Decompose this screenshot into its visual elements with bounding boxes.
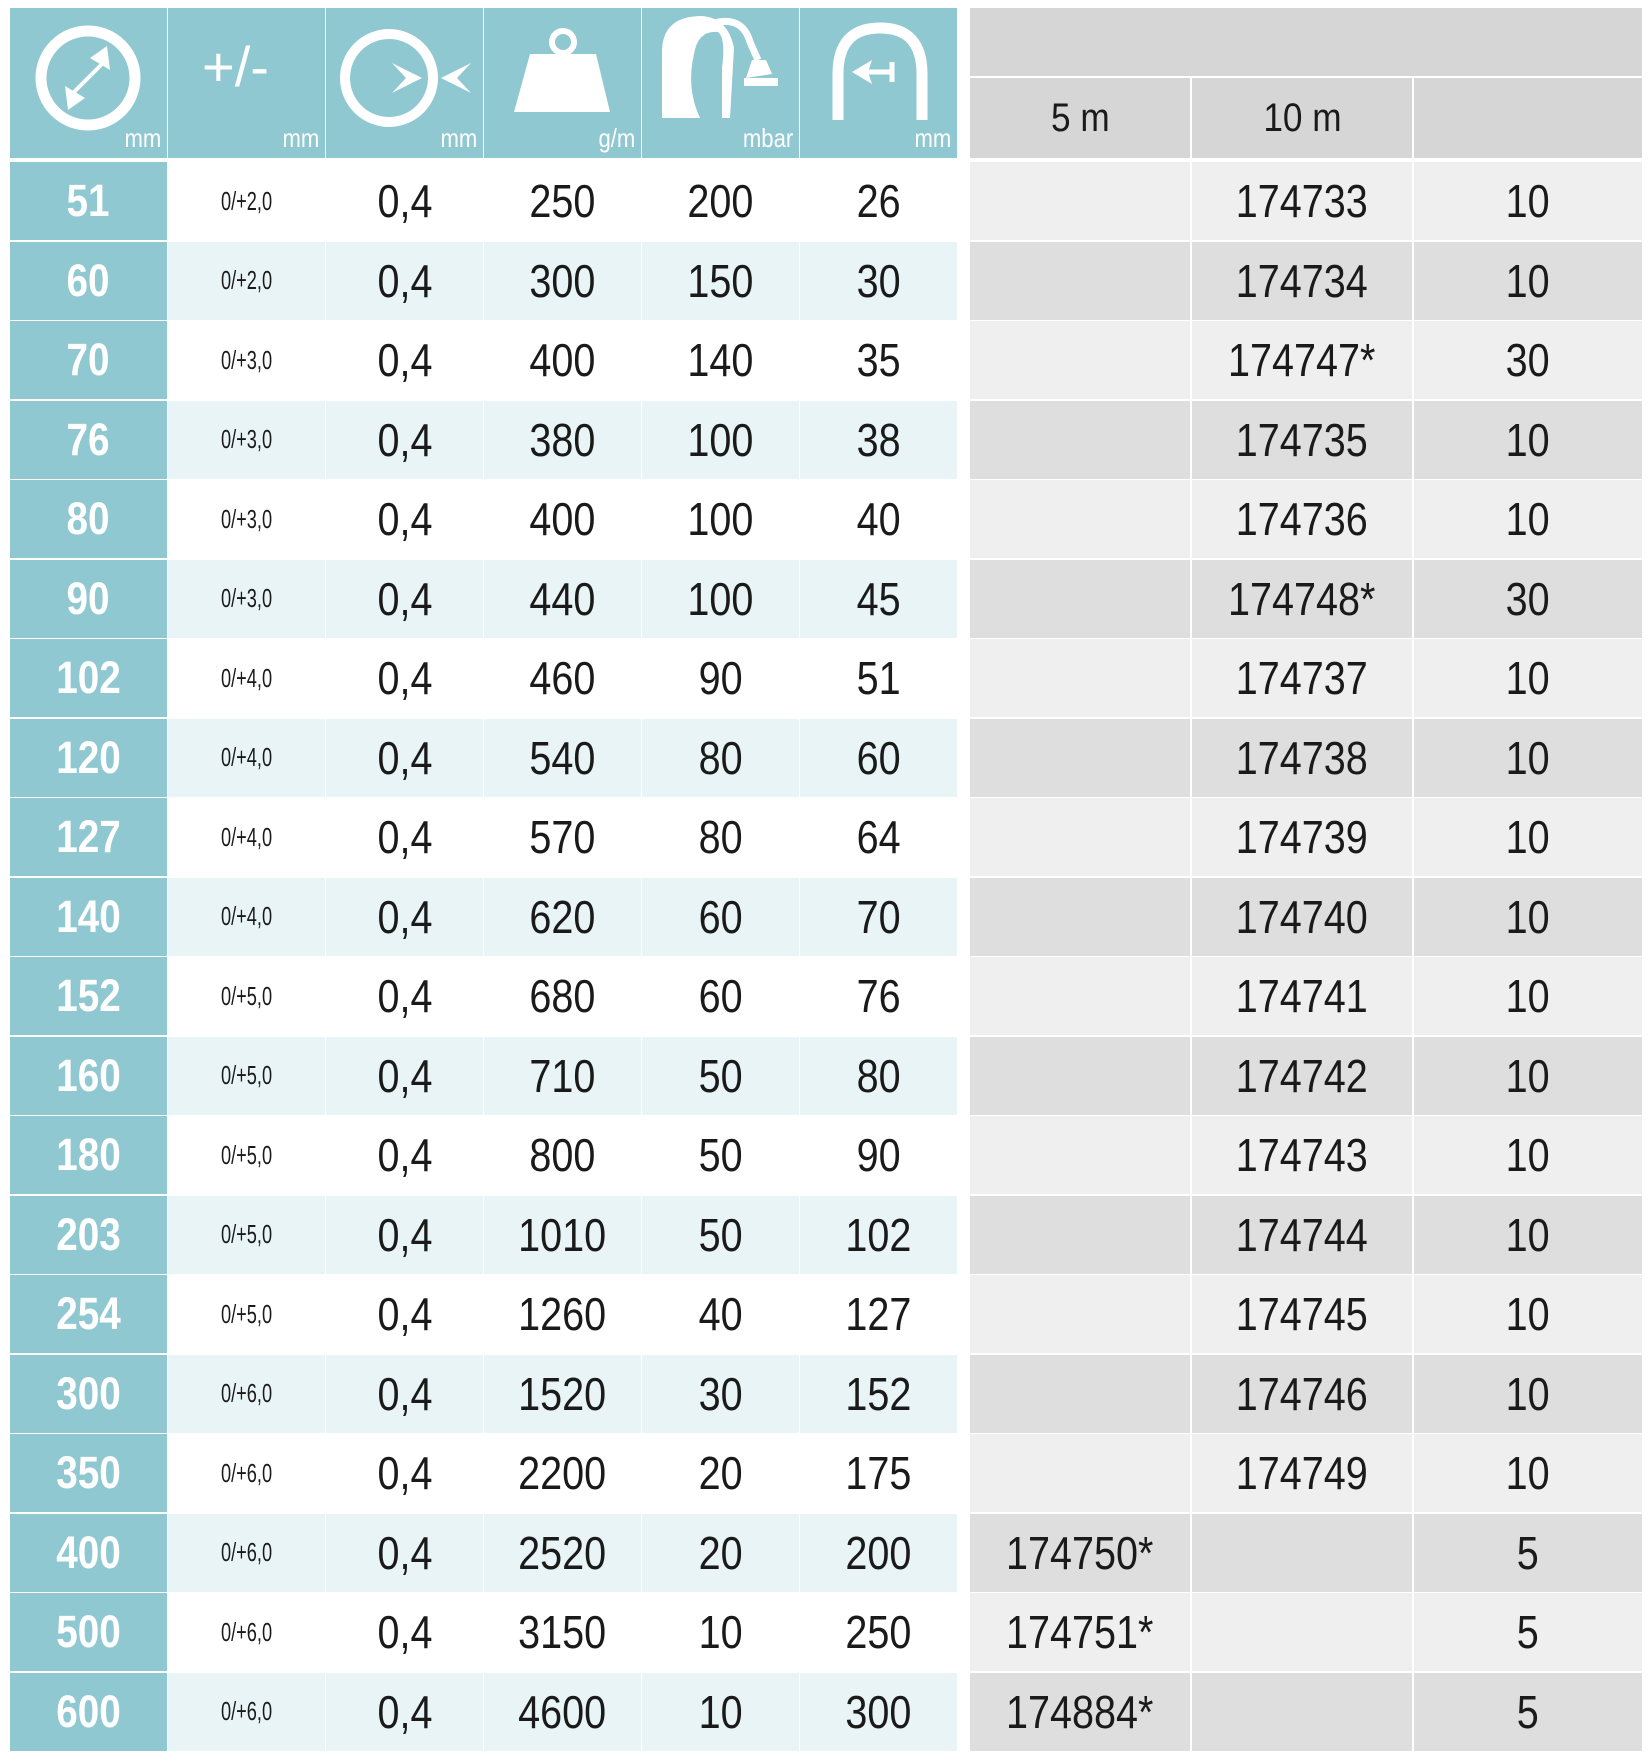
cell-wall-thickness: 0,4 <box>326 1514 483 1592</box>
cell-vacuum: 80 <box>642 798 799 876</box>
cell-wall-thickness: 0,4 <box>326 1434 483 1512</box>
cell-article-5m <box>970 878 1190 956</box>
table-row <box>10 401 1642 479</box>
cell-wall-thickness: 0,4 <box>326 1116 483 1194</box>
table-row <box>10 1196 1642 1274</box>
cell-pack-qty: 10 <box>1414 1196 1642 1274</box>
table-row <box>10 1116 1642 1194</box>
cell-diameter: 90 <box>10 560 167 638</box>
cell-weight: 1520 <box>484 1355 641 1433</box>
cell-tolerance: 0/+4,0 <box>168 719 325 797</box>
cell-wall-thickness: 0,4 <box>326 639 483 717</box>
cell-pack-qty: 10 <box>1414 798 1642 876</box>
table-row <box>10 798 1642 876</box>
header-weight <box>484 8 641 158</box>
table-row <box>10 639 1642 717</box>
cell-vacuum: 20 <box>642 1514 799 1592</box>
cell-tolerance: 0/+6,0 <box>168 1514 325 1592</box>
cell-diameter: 80 <box>10 480 167 558</box>
table-row <box>10 957 1642 1035</box>
cell-wall-thickness: 0,4 <box>326 1196 483 1274</box>
cell-vacuum: 140 <box>642 321 799 399</box>
table-row <box>10 1593 1642 1671</box>
cell-vacuum: 40 <box>642 1275 799 1353</box>
cell-article-5m <box>970 480 1190 558</box>
cell-pack-qty: 10 <box>1414 1116 1642 1194</box>
cell-tolerance: 0/+6,0 <box>168 1673 325 1751</box>
cell-diameter: 300 <box>10 1355 167 1433</box>
cell-vacuum: 100 <box>642 480 799 558</box>
header-pack-qty <box>1414 78 1642 158</box>
cell-article-10m <box>1192 1514 1412 1592</box>
table-row <box>10 1673 1642 1751</box>
cell-wall-thickness: 0,4 <box>326 1275 483 1353</box>
cell-vacuum: 10 <box>642 1673 799 1751</box>
cell-weight: 250 <box>484 162 641 240</box>
cell-article-10m: 174739 <box>1192 798 1412 876</box>
cell-article-5m <box>970 401 1190 479</box>
cell-bend-radius: 64 <box>800 798 957 876</box>
cell-diameter: 152 <box>10 957 167 1035</box>
cell-weight: 570 <box>484 798 641 876</box>
table-row <box>10 162 1642 240</box>
header-vacuum <box>642 8 799 158</box>
cell-tolerance: 0/+5,0 <box>168 1275 325 1353</box>
cell-bend-radius: 90 <box>800 1116 957 1194</box>
cell-wall-thickness: 0,4 <box>326 1037 483 1115</box>
header-length-10m: 10 m <box>1192 78 1412 158</box>
cell-diameter: 140 <box>10 878 167 956</box>
cell-article-5m <box>970 242 1190 320</box>
cell-article-10m: 174741 <box>1192 957 1412 1035</box>
cell-diameter: 51 <box>10 162 167 240</box>
cell-bend-radius: 300 <box>800 1673 957 1751</box>
table-row <box>10 719 1642 797</box>
cell-article-5m <box>970 560 1190 638</box>
cell-bend-radius: 40 <box>800 480 957 558</box>
unit-label: mbar <box>742 123 793 153</box>
cell-bend-radius: 80 <box>800 1037 957 1115</box>
product-table <box>10 8 1642 1754</box>
cell-pack-qty: 10 <box>1414 1355 1642 1433</box>
cell-weight: 680 <box>484 957 641 1035</box>
unit-label: g/m <box>598 123 635 153</box>
cell-weight: 4600 <box>484 1673 641 1751</box>
cell-wall-thickness: 0,4 <box>326 321 483 399</box>
cell-pack-qty: 10 <box>1414 162 1642 240</box>
cell-weight: 380 <box>484 401 641 479</box>
cell-article-5m: 174750* <box>970 1514 1190 1592</box>
cell-tolerance: 0/+3,0 <box>168 560 325 638</box>
cell-article-10m: 174747* <box>1192 321 1412 399</box>
cell-bend-radius: 70 <box>800 878 957 956</box>
cell-tolerance: 0/+4,0 <box>168 878 325 956</box>
cell-tolerance: 0/+6,0 <box>168 1593 325 1671</box>
cell-tolerance: 0/+3,0 <box>168 321 325 399</box>
cell-wall-thickness: 0,4 <box>326 480 483 558</box>
cell-article-10m: 174742 <box>1192 1037 1412 1115</box>
cell-pack-qty: 5 <box>1414 1514 1642 1592</box>
cell-vacuum: 60 <box>642 957 799 1035</box>
cell-weight: 400 <box>484 321 641 399</box>
cell-diameter: 102 <box>10 639 167 717</box>
cell-tolerance: 0/+4,0 <box>168 639 325 717</box>
tolerance-icon: +/- <box>202 35 269 98</box>
cell-diameter: 70 <box>10 321 167 399</box>
cell-article-5m <box>970 957 1190 1035</box>
header-tolerance <box>168 8 325 158</box>
cell-article-5m <box>970 1434 1190 1512</box>
header-length-5m: 5 m <box>970 78 1190 158</box>
cell-vacuum: 50 <box>642 1037 799 1115</box>
cell-article-5m <box>970 719 1190 797</box>
cell-diameter: 160 <box>10 1037 167 1115</box>
cell-tolerance: 0/+6,0 <box>168 1434 325 1512</box>
cell-bend-radius: 45 <box>800 560 957 638</box>
cell-diameter: 180 <box>10 1116 167 1194</box>
table-row <box>10 1514 1642 1592</box>
cell-diameter: 120 <box>10 719 167 797</box>
cell-article-5m <box>970 1196 1190 1274</box>
cell-article-5m <box>970 1355 1190 1433</box>
cell-wall-thickness: 0,4 <box>326 1593 483 1671</box>
cell-article-10m: 174748* <box>1192 560 1412 638</box>
cell-article-5m <box>970 1116 1190 1194</box>
cell-weight: 2520 <box>484 1514 641 1592</box>
cell-pack-qty: 10 <box>1414 1434 1642 1512</box>
cell-diameter: 254 <box>10 1275 167 1353</box>
header-wall-thickness <box>326 8 483 158</box>
cell-tolerance: 0/+5,0 <box>168 957 325 1035</box>
cell-bend-radius: 250 <box>800 1593 957 1671</box>
cell-pack-qty: 10 <box>1414 480 1642 558</box>
cell-article-10m <box>1192 1593 1412 1671</box>
cell-tolerance: 0/+3,0 <box>168 401 325 479</box>
cell-article-10m: 174744 <box>1192 1196 1412 1274</box>
cell-wall-thickness: 0,4 <box>326 560 483 638</box>
cell-weight: 400 <box>484 480 641 558</box>
cell-diameter: 127 <box>10 798 167 876</box>
cell-article-10m: 174734 <box>1192 242 1412 320</box>
cell-tolerance: 0/+6,0 <box>168 1355 325 1433</box>
table-row <box>10 1275 1642 1353</box>
cell-wall-thickness: 0,4 <box>326 1355 483 1433</box>
cell-vacuum: 200 <box>642 162 799 240</box>
cell-article-5m <box>970 639 1190 717</box>
cell-article-10m <box>1192 1673 1412 1751</box>
cell-wall-thickness: 0,4 <box>326 401 483 479</box>
cell-tolerance: 0/+4,0 <box>168 798 325 876</box>
cell-weight: 710 <box>484 1037 641 1115</box>
cell-bend-radius: 175 <box>800 1434 957 1512</box>
cell-bend-radius: 76 <box>800 957 957 1035</box>
cell-weight: 440 <box>484 560 641 638</box>
cell-bend-radius: 30 <box>800 242 957 320</box>
table-row <box>10 1037 1642 1115</box>
cell-bend-radius: 152 <box>800 1355 957 1433</box>
cell-pack-qty: 10 <box>1414 401 1642 479</box>
cell-vacuum: 60 <box>642 878 799 956</box>
cell-weight: 800 <box>484 1116 641 1194</box>
table-row <box>10 560 1642 638</box>
table-row <box>10 1434 1642 1512</box>
table-row <box>10 878 1642 956</box>
cell-diameter: 76 <box>10 401 167 479</box>
cell-pack-qty: 10 <box>1414 242 1642 320</box>
cell-diameter: 203 <box>10 1196 167 1274</box>
cell-diameter: 60 <box>10 242 167 320</box>
cell-weight: 300 <box>484 242 641 320</box>
cell-tolerance: 0/+2,0 <box>168 242 325 320</box>
cell-bend-radius: 60 <box>800 719 957 797</box>
cell-pack-qty: 10 <box>1414 639 1642 717</box>
cell-tolerance: 0/+3,0 <box>168 480 325 558</box>
unit-label: mm <box>914 123 951 153</box>
cell-tolerance: 0/+5,0 <box>168 1037 325 1115</box>
cell-article-10m: 174745 <box>1192 1275 1412 1353</box>
cell-article-5m: 174884* <box>970 1673 1190 1751</box>
table-row <box>10 242 1642 320</box>
cell-bend-radius: 102 <box>800 1196 957 1274</box>
cell-vacuum: 90 <box>642 639 799 717</box>
cell-tolerance: 0/+5,0 <box>168 1196 325 1274</box>
cell-article-5m: 174751* <box>970 1593 1190 1671</box>
cell-diameter: 600 <box>10 1673 167 1751</box>
cell-article-10m: 174746 <box>1192 1355 1412 1433</box>
unit-label: mm <box>282 123 319 153</box>
cell-weight: 460 <box>484 639 641 717</box>
cell-wall-thickness: 0,4 <box>326 1673 483 1751</box>
cell-weight: 2200 <box>484 1434 641 1512</box>
cell-vacuum: 50 <box>642 1196 799 1274</box>
cell-vacuum: 80 <box>642 719 799 797</box>
cell-pack-qty: 10 <box>1414 878 1642 956</box>
cell-diameter: 500 <box>10 1593 167 1671</box>
cell-article-10m: 174749 <box>1192 1434 1412 1512</box>
header-grey-band <box>970 8 1642 76</box>
cell-bend-radius: 38 <box>800 401 957 479</box>
cell-diameter: 400 <box>10 1514 167 1592</box>
cell-tolerance: 0/+2,0 <box>168 162 325 240</box>
cell-vacuum: 100 <box>642 560 799 638</box>
header-bend-radius <box>800 8 957 158</box>
cell-bend-radius: 127 <box>800 1275 957 1353</box>
cell-wall-thickness: 0,4 <box>326 957 483 1035</box>
cell-vacuum: 150 <box>642 242 799 320</box>
cell-weight: 540 <box>484 719 641 797</box>
cell-wall-thickness: 0,4 <box>326 719 483 797</box>
table-row <box>10 1355 1642 1433</box>
cell-article-5m <box>970 1037 1190 1115</box>
cell-vacuum: 20 <box>642 1434 799 1512</box>
cell-bend-radius: 51 <box>800 639 957 717</box>
cell-pack-qty: 5 <box>1414 1673 1642 1751</box>
table-row <box>10 480 1642 558</box>
cell-article-10m: 174735 <box>1192 401 1412 479</box>
cell-weight: 1010 <box>484 1196 641 1274</box>
cell-article-10m: 174737 <box>1192 639 1412 717</box>
cell-article-5m <box>970 162 1190 240</box>
cell-weight: 620 <box>484 878 641 956</box>
cell-bend-radius: 26 <box>800 162 957 240</box>
cell-vacuum: 100 <box>642 401 799 479</box>
table-row <box>10 321 1642 399</box>
cell-pack-qty: 10 <box>1414 1275 1642 1353</box>
cell-wall-thickness: 0,4 <box>326 798 483 876</box>
cell-article-10m: 174740 <box>1192 878 1412 956</box>
cell-pack-qty: 10 <box>1414 957 1642 1035</box>
cell-pack-qty: 30 <box>1414 321 1642 399</box>
header-diameter <box>10 8 167 158</box>
cell-pack-qty: 10 <box>1414 1037 1642 1115</box>
cell-wall-thickness: 0,4 <box>326 162 483 240</box>
cell-tolerance: 0/+5,0 <box>168 1116 325 1194</box>
cell-bend-radius: 200 <box>800 1514 957 1592</box>
cell-vacuum: 10 <box>642 1593 799 1671</box>
unit-label: mm <box>440 123 477 153</box>
cell-diameter: 350 <box>10 1434 167 1512</box>
cell-pack-qty: 30 <box>1414 560 1642 638</box>
cell-article-5m <box>970 1275 1190 1353</box>
cell-weight: 3150 <box>484 1593 641 1671</box>
cell-pack-qty: 10 <box>1414 719 1642 797</box>
cell-wall-thickness: 0,4 <box>326 878 483 956</box>
cell-article-10m: 174733 <box>1192 162 1412 240</box>
cell-article-10m: 174736 <box>1192 480 1412 558</box>
cell-article-10m: 174743 <box>1192 1116 1412 1194</box>
cell-vacuum: 50 <box>642 1116 799 1194</box>
cell-pack-qty: 5 <box>1414 1593 1642 1671</box>
cell-wall-thickness: 0,4 <box>326 242 483 320</box>
cell-bend-radius: 35 <box>800 321 957 399</box>
cell-article-5m <box>970 798 1190 876</box>
cell-article-10m: 174738 <box>1192 719 1412 797</box>
cell-article-5m <box>970 321 1190 399</box>
unit-label: mm <box>124 123 161 153</box>
cell-vacuum: 30 <box>642 1355 799 1433</box>
cell-weight: 1260 <box>484 1275 641 1353</box>
